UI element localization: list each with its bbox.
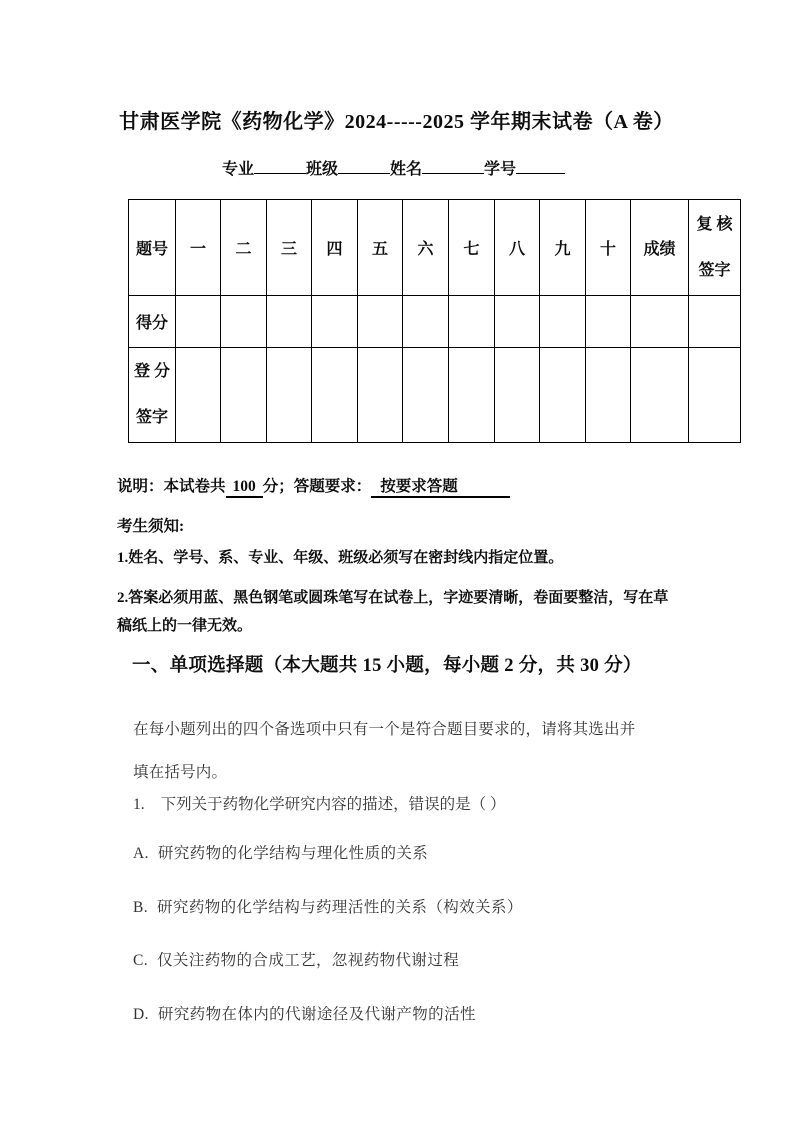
notice-item-2: 2.答案必须用蓝、黑色钢笔或圆珠笔写在试卷上，字迹要清晰，卷面要整洁，写在草稿纸上的一律无效。 (117, 590, 669, 634)
sign-cell (403, 348, 449, 443)
question-col-10: 十 (586, 200, 631, 296)
question-1-option-c (133, 948, 459, 970)
name-label: 姓名 (390, 161, 423, 178)
note-middle: 分；答题要求： (262, 478, 372, 495)
total-points-blank: 100 (226, 478, 263, 498)
sign-row-line1: 登 分 (133, 363, 170, 380)
option-c-text: 仅关注药物的合成工艺，忽视药物代谢过程 (157, 952, 460, 969)
score-cell (540, 296, 586, 348)
score-cell (403, 296, 449, 348)
sign-cell (689, 348, 741, 443)
sign-cell (176, 348, 221, 443)
student-id-label: 学号 (484, 161, 517, 178)
sign-cell (221, 348, 267, 443)
score-table-header-row (129, 200, 741, 296)
student-id-blank (516, 158, 565, 174)
score-cell (312, 296, 358, 348)
score-cell (221, 296, 267, 348)
notice-title: 考生须知: (117, 518, 185, 535)
note-prefix: 说明：本试卷共 (117, 478, 226, 495)
question-col-7: 七 (449, 200, 495, 296)
student-field-major (222, 156, 306, 179)
sign-cell (495, 348, 540, 443)
answer-requirement-blank: 按要求答题 (371, 474, 510, 498)
corner-cell: 题号 (129, 200, 176, 296)
question-col-5: 五 (358, 200, 403, 296)
score-cell (358, 296, 403, 348)
review-sign-line1: 复 核 (696, 215, 733, 233)
sign-cell (358, 348, 403, 443)
sign-cell (540, 348, 586, 443)
question-1 (133, 792, 506, 814)
page-title: 甘肃医学院《药物化学》2024-----2025 学年期末试卷（A 卷） (119, 111, 674, 133)
student-field-name (390, 156, 484, 179)
question-1-option-a (133, 841, 428, 863)
student-info-line (222, 156, 565, 179)
sign-row (129, 348, 741, 443)
question-1-text: 下列关于药物化学研究内容的描述，错误的是（ ） (160, 796, 506, 813)
section-intro: 在每小题列出的四个备选项中只有一个是符合题目要求的，请将其选出并填在括号内。 (133, 721, 636, 781)
major-label: 专业 (222, 161, 255, 178)
sign-cell (312, 348, 358, 443)
score-cell (631, 296, 689, 348)
question-1-option-d (133, 1002, 476, 1024)
option-a-label: A. (133, 845, 149, 862)
question-col-6: 六 (403, 200, 449, 296)
score-cell (176, 296, 221, 348)
sign-cell (449, 348, 495, 443)
sign-row-line2: 签字 (135, 409, 168, 426)
score-cell (449, 296, 495, 348)
exam-note (117, 474, 510, 498)
major-blank (254, 158, 306, 174)
question-col-9: 九 (540, 200, 586, 296)
option-d-text: 研究药物在体内的代谢途径及代谢产物的活性 (157, 1006, 476, 1023)
score-cell (586, 296, 631, 348)
name-blank (422, 158, 484, 174)
option-a-text: 研究药物的化学结构与理化性质的关系 (157, 845, 429, 862)
student-field-id (484, 156, 565, 179)
question-col-4: 四 (312, 200, 358, 296)
class-label: 班级 (306, 161, 339, 178)
review-sign-line2: 签字 (698, 261, 731, 279)
sign-row-label (129, 348, 176, 443)
score-col-header: 成绩 (631, 200, 689, 296)
sign-cell (631, 348, 689, 443)
question-1-option-b (133, 895, 523, 917)
option-d-label: D. (133, 1006, 149, 1023)
score-row (129, 296, 741, 348)
question-col-1: 一 (176, 200, 221, 296)
option-c-label: C. (133, 952, 149, 969)
option-b-text: 研究药物的化学结构与药理活性的关系（构效关系） (157, 899, 523, 916)
score-cell (267, 296, 312, 348)
notice-item-1: 1.姓名、学号、系、专业、年级、班级必须写在密封线内指定位置。 (117, 550, 564, 566)
option-b-label: B. (133, 899, 149, 916)
question-col-3: 三 (267, 200, 312, 296)
student-field-class (306, 156, 390, 179)
review-sign-col-header (689, 200, 741, 296)
section-heading: 一、单项选择题（本大题共 15 小题，每小题 2 分，共 30 分） (132, 656, 642, 676)
score-row-label: 得分 (129, 296, 176, 348)
sign-cell (586, 348, 631, 443)
class-blank (338, 158, 390, 174)
question-col-2: 二 (221, 200, 267, 296)
score-cell (495, 296, 540, 348)
score-cell (689, 296, 741, 348)
sign-cell (267, 348, 312, 443)
question-1-number: 1. (133, 796, 145, 813)
score-table (128, 199, 741, 443)
question-col-8: 八 (495, 200, 540, 296)
